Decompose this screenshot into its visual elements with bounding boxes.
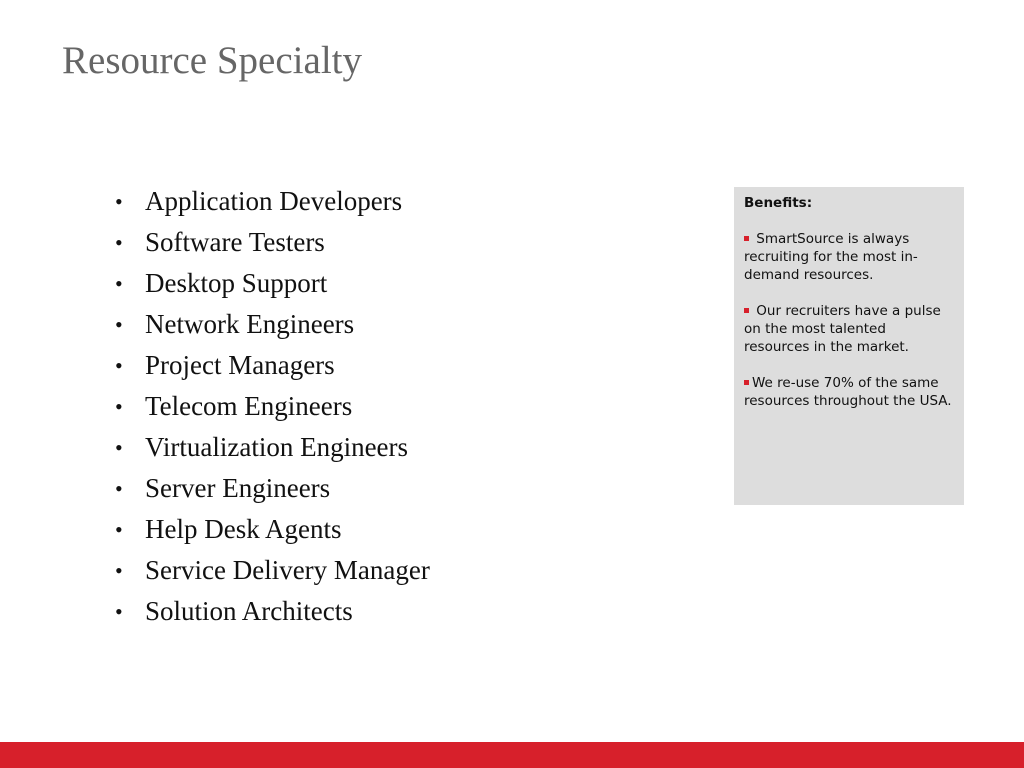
bullet-dot-icon: • (115, 517, 123, 542)
list-item (112, 427, 430, 468)
specialty-list (112, 181, 430, 632)
footer-accent-bar (0, 742, 1024, 768)
list-item (112, 263, 430, 304)
list-item-label: Project Managers (145, 350, 335, 380)
list-item-label: Network Engineers (145, 309, 355, 339)
benefit-item (744, 302, 954, 356)
bullet-dot-icon: • (115, 353, 123, 378)
bullet-dot-icon: • (115, 312, 123, 337)
list-item-label: Solution Architects (145, 596, 353, 626)
list-item-label: Telecom Engineers (145, 391, 353, 421)
benefit-text: Our recruiters have a pulse on the most talented resources in the market. (744, 303, 941, 355)
bullet-dot-icon: • (115, 271, 123, 296)
bullet-dot-icon: • (115, 476, 123, 501)
benefit-item (744, 374, 954, 410)
list-item-label: Server Engineers (145, 473, 331, 503)
list-item-label: Help Desk Agents (145, 514, 342, 544)
list-item (112, 591, 430, 632)
list-item-label: Virtualization Engineers (145, 432, 409, 462)
bullet-dot-icon: • (115, 189, 123, 214)
list-item (112, 181, 430, 222)
slide-title: Resource Specialty (62, 39, 362, 82)
benefits-panel (734, 187, 964, 505)
list-item (112, 468, 430, 509)
bullet-dot-icon: • (115, 435, 123, 460)
bullet-dot-icon: • (115, 599, 123, 624)
red-square-bullet-icon (744, 236, 749, 241)
list-item (112, 222, 430, 263)
benefit-text: SmartSource is always recruiting for the most in-demand resources. (744, 231, 918, 283)
list-item (112, 509, 430, 550)
benefit-text: We re-use 70% of the same resources throughout the USA. (744, 375, 952, 409)
list-item-label: Desktop Support (145, 268, 328, 298)
list-item-label: Application Developers (145, 186, 403, 216)
benefit-item (744, 230, 954, 284)
list-item (112, 304, 430, 345)
list-item-label: Software Testers (145, 227, 325, 257)
list-item-label: Service Delivery Manager (145, 555, 430, 585)
bullet-dot-icon: • (115, 230, 123, 255)
list-item (112, 345, 430, 386)
red-square-bullet-icon (744, 308, 749, 313)
benefits-heading: Benefits: (744, 195, 813, 211)
bullet-dot-icon: • (115, 558, 123, 583)
red-square-bullet-icon (744, 380, 749, 385)
list-item (112, 550, 430, 591)
bullet-dot-icon: • (115, 394, 123, 419)
list-item (112, 386, 430, 427)
